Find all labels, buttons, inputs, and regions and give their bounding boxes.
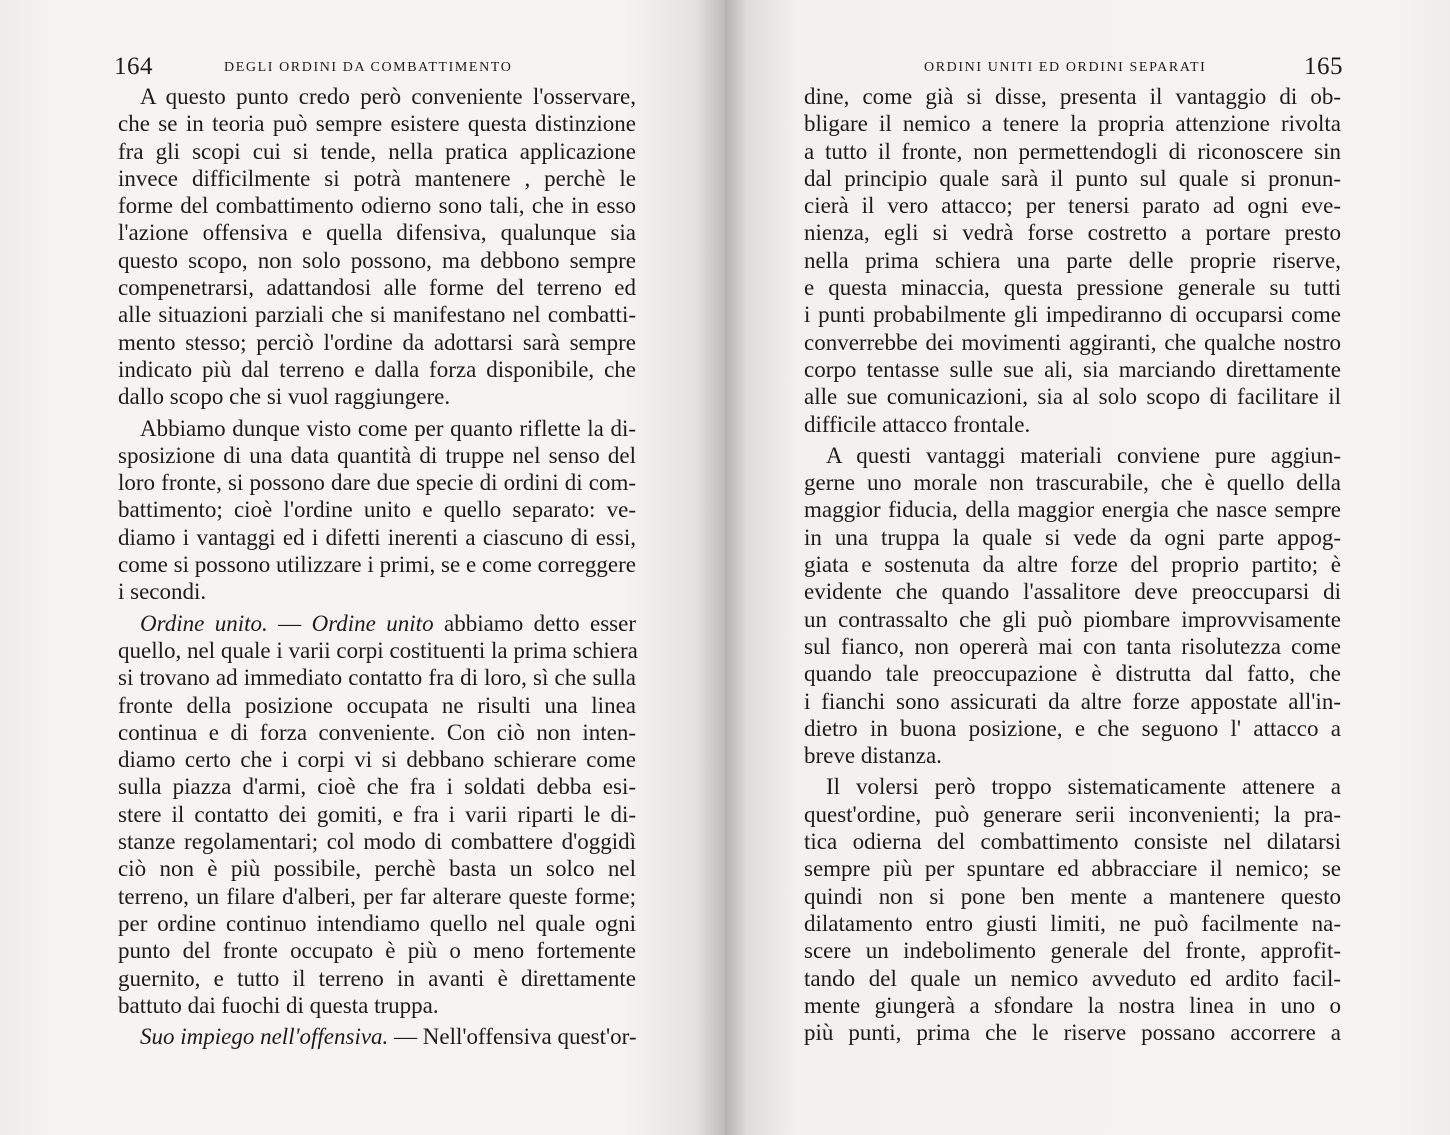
page-number-right: 165 xyxy=(1304,53,1343,80)
text-line: battuto dai fuochi di questa truppa. xyxy=(118,992,439,1018)
text-line: invece difficilmente si potrà mantenere , perchè le xyxy=(118,165,636,191)
text-line: dilatamento entro giusti limiti, ne può facilmente na- xyxy=(804,910,1341,936)
text-line: i secondi. xyxy=(118,579,207,605)
text-line: i fianchi sono assicurati da altre forze appostate all'in- xyxy=(804,688,1341,714)
text-line: giata e sostenuta da altre forze del proprio partito; è xyxy=(804,552,1341,578)
text-line: dine, come già si disse, presenta il vantaggio di ob- xyxy=(804,84,1341,109)
text-line: forme del combattimento odierno sono tali, che in esso xyxy=(118,193,636,219)
text-line: più punti, prima che le riserve possano accorrere a xyxy=(804,1020,1341,1046)
text-line: si trovano ad immediato contatto fra di loro, sì che sulla xyxy=(118,665,636,691)
text-line: A questo punto credo però conveniente l'osservare, xyxy=(140,84,636,109)
section-heading-ordine-unito: Ordine unito. — Ordine unito abbiamo detto esser xyxy=(140,610,636,636)
text-line: in una truppa la quale si vede da ogni parte appog- xyxy=(804,524,1341,550)
text-line: evidente che quando l'assalitore deve preoccuparsi di xyxy=(804,579,1341,605)
text-line: bligare il nemico a tenere la propria attenzione rivolta xyxy=(804,111,1341,137)
text-line: un contrassalto che gli può piombare improvvisamente xyxy=(804,606,1341,632)
text-line: terreno, un filare d'alberi, per far alterare queste forme; xyxy=(118,883,636,909)
text-line: diamo i vantaggi ed i difetti inerenti a ciascuno di essi, xyxy=(118,524,636,550)
page-number-left: 164 xyxy=(114,53,153,80)
text-line: tando del quale un nemico avveduto ed ardito facil- xyxy=(804,965,1341,991)
text-line: che se in teoria può sempre esistere questa distinzione xyxy=(118,111,636,137)
text-line: compenetrarsi, adattandosi alle forme del terreno ed xyxy=(118,275,636,301)
text-line: quindi non si pone ben mente a mantenere questo xyxy=(804,883,1341,909)
text-line: alle situazioni parziali che si manifestano nel combatti- xyxy=(118,302,636,328)
text-line: Il volersi però troppo sistematicamente attenere a xyxy=(826,774,1341,800)
running-head-right xyxy=(725,52,1450,82)
text-line: nienza, egli si vedrà forse costretto a portare presto xyxy=(804,220,1341,246)
section-heading-offensiva: Suo impiego nell'offensiva. — Nell'offensiva quest'or- xyxy=(140,1024,637,1050)
text-line: difficile attacco frontale. xyxy=(804,411,1031,437)
text-line: loro fronte, si possono dare due specie di ordini di com- xyxy=(118,470,636,496)
text-line: Abbiamo dunque visto come per quanto riflette la di- xyxy=(140,415,636,441)
text-line: e questa minaccia, questa pressione generale su tutti xyxy=(804,275,1341,301)
text-line: fronte della posizione occupata ne risulti una linea xyxy=(118,692,636,718)
text-line: i punti probabilmente gli impediranno di occuparsi come xyxy=(804,302,1341,328)
text-line: stanze regolamentari; col modo di combattere d'oggidì xyxy=(118,829,636,855)
text-line: fra gli scopi cui si tende, nella pratica applicazione xyxy=(118,138,636,164)
text-line: guernito, e tutto il terreno in avanti è direttamente xyxy=(118,965,636,991)
text-line: diamo certo che i corpi vi si debbano schierare come xyxy=(118,747,636,773)
text-line: scere un indebolimento generale del fronte, approfit- xyxy=(804,938,1341,964)
text-line: dietro in buona posizione, e che seguono l' attacco a xyxy=(804,715,1341,741)
text-line: A questi vantaggi materiali conviene pure aggiun- xyxy=(826,442,1341,468)
text-line: ciò non è più possibile, perchè basta un solco nel xyxy=(118,856,636,882)
left-page-text xyxy=(118,83,636,1050)
running-head-title-right: ORDINI UNITI ED ORDINI SEPARATI xyxy=(924,60,1207,75)
text-line: cierà il vero attacco; per tenersi parato ad ogni eve- xyxy=(804,193,1341,219)
text-line: sul fianco, non opererà mai con tanta risolutezza come xyxy=(804,633,1341,659)
text-line: quest'ordine, può generare serii inconvenienti; la pra- xyxy=(804,801,1341,827)
text-line: stere il contatto dei gomiti, e fra i varii riparti le di- xyxy=(118,801,636,827)
text-line: quello, nel quale i varii corpi costituenti la prima schiera xyxy=(118,637,638,663)
text-line: sposizione di una data quantità di truppe nel senso del xyxy=(118,442,636,468)
text-line: tica odierna del combattimento consiste nel dilatarsi xyxy=(804,829,1341,855)
running-head-title-left: DEGLI ORDINI DA COMBATTIMENTO xyxy=(224,60,513,75)
text-line: indicato più dal terreno e dalla forza disponibile, che xyxy=(118,356,636,382)
text-line: breve distanza. xyxy=(804,743,942,769)
text-line: per ordine continuo intendiamo quello nel quale ogni xyxy=(118,910,636,936)
text-line: continua e di forza conveniente. Con ciò non inten- xyxy=(118,719,636,745)
text-line: mento stesso; perciò l'ordine da adottarsi sarà sempre xyxy=(118,329,636,355)
text-line: gerne uno morale non trascurabile, che è quello della xyxy=(804,470,1341,496)
text-line: l'azione offensiva e quella difensiva, qualunque sia xyxy=(118,220,636,246)
text-line: come si possono utilizzare i primi, se e come correggere xyxy=(118,552,636,578)
text-line: quando tale preoccupazione è distrutta dal fatto, che xyxy=(804,661,1341,687)
text-line: alle sue comunicazioni, sia al solo scopo di facilitare il xyxy=(804,384,1341,410)
text-line: maggior fiducia, della maggior energia che nasce sempre xyxy=(804,497,1341,523)
text-line: questo scopo, non solo possono, ma debbono sempre xyxy=(118,247,636,273)
text-line: dal principio quale sarà il punto sul quale si pronun- xyxy=(804,165,1341,191)
text-line: mente giungerà a sfondare la nostra linea in uno o xyxy=(804,992,1341,1018)
right-page xyxy=(725,0,1450,1135)
text-line: a tutto il fronte, non permettendogli di riconoscere sin xyxy=(804,138,1341,164)
right-page-text xyxy=(804,83,1341,1046)
text-line: sempre più per spuntare ed abbracciare il nemico; se xyxy=(804,856,1341,882)
text-line: battimento; cioè l'ordine unito e quello separato: ve- xyxy=(118,497,636,523)
running-head-left xyxy=(0,52,725,82)
text-line: nella prima schiera una parte delle proprie riserve, xyxy=(804,247,1341,273)
text-line: converrebbe dei movimenti aggiranti, che qualche nostro xyxy=(804,329,1341,355)
text-line: sulla piazza d'armi, cioè che fra i soldati debba esi- xyxy=(118,774,636,800)
text-line: corpo tentasse sulle sue ali, sia marciando direttamente xyxy=(804,356,1341,382)
text-line: dallo scopo che si vuol raggiungere. xyxy=(118,384,451,410)
text-line: punto del fronte occupato è più o meno fortemente xyxy=(118,938,636,964)
